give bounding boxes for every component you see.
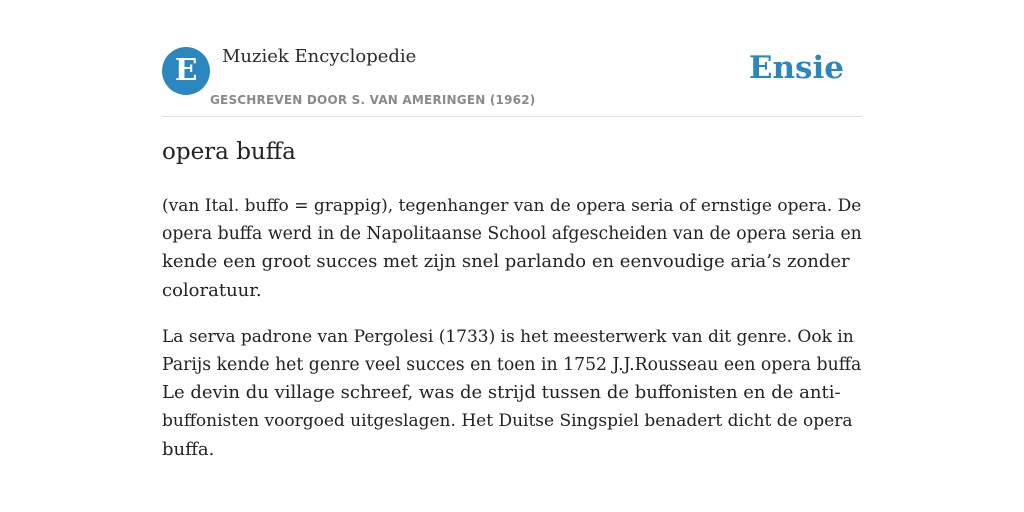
paragraph-line: buffonisten voorgoed uitgeslagen. Het Duitse Singspiel benadert dicht de opera — [162, 411, 853, 432]
paragraph-line: Le devin du village schreef, was de strijd tussen de buffonisten en de anti- — [162, 382, 841, 404]
brand-logo[interactable]: Ensie — [748, 50, 844, 86]
header — [162, 42, 862, 117]
author-byline: GESCHREVEN DOOR S. VAN AMERINGEN (1962) — [210, 93, 536, 107]
article-paragraph — [162, 192, 862, 305]
article-paragraph — [162, 323, 862, 464]
paragraph-line: (van Ital. buffo = grappig), tegenhanger van de opera seria of ernstige opera. De — [162, 196, 862, 216]
paragraph-line: buffa. — [162, 438, 215, 460]
paragraph-line: kende een groot succes met zijn snel parlando en eenvoudige aria’s zonder — [162, 251, 850, 273]
paragraph-line: La serva padrone van Pergolesi (1733) is het meesterwerk van dit genre. Ook in — [162, 326, 854, 347]
ensie-logo-icon[interactable]: E — [162, 47, 210, 95]
article-title: opera buffa — [162, 139, 296, 165]
publication-name[interactable]: Muziek Encyclopedie — [222, 46, 417, 67]
paragraph-line: opera buffa werd in de Napolitaanse School afgescheiden van de opera seria en — [162, 224, 862, 245]
article-body — [162, 192, 862, 482]
paragraph-line: coloratuur. — [162, 279, 262, 301]
paragraph-line: Parijs kende het genre veel succes en toen in 1752 J.J.Rousseau een opera buffa — [162, 355, 862, 376]
